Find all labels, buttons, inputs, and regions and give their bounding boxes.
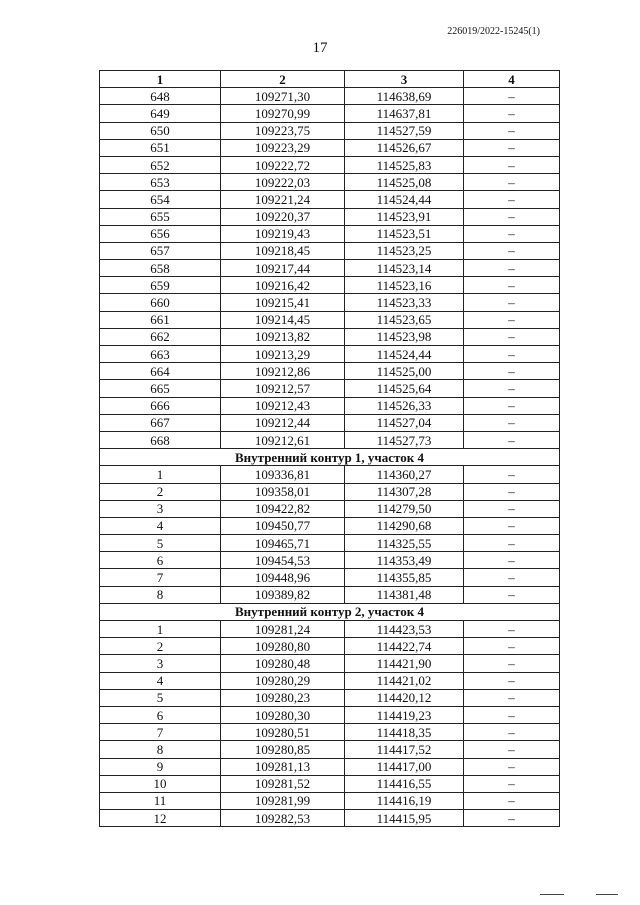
x-coordinate: 109280,85 (221, 741, 345, 758)
x-coordinate: 109270,99 (221, 105, 345, 122)
accuracy-value: – (464, 174, 560, 191)
x-coordinate: 109214,45 (221, 311, 345, 328)
table-row (100, 758, 560, 775)
table-row (100, 775, 560, 792)
point-number: 5 (100, 689, 221, 706)
point-number: 6 (100, 706, 221, 723)
x-coordinate: 109280,51 (221, 724, 345, 741)
x-coordinate: 109212,43 (221, 397, 345, 414)
x-coordinate: 109271,30 (221, 88, 345, 105)
x-coordinate: 109223,75 (221, 122, 345, 139)
point-number: 667 (100, 414, 221, 431)
point-number: 657 (100, 242, 221, 259)
point-number: 1 (100, 621, 221, 638)
accuracy-value: – (464, 810, 560, 827)
table-row (100, 552, 560, 569)
accuracy-value: – (464, 260, 560, 277)
section-row (100, 449, 560, 466)
x-coordinate: 109358,01 (221, 483, 345, 500)
y-coordinate: 114415,95 (345, 810, 464, 827)
y-coordinate: 114526,33 (345, 397, 464, 414)
point-number: 660 (100, 294, 221, 311)
y-coordinate: 114422,74 (345, 638, 464, 655)
accuracy-value: – (464, 741, 560, 758)
table-row (100, 431, 560, 448)
accuracy-value: – (464, 208, 560, 225)
y-coordinate: 114525,83 (345, 156, 464, 173)
accuracy-value: – (464, 156, 560, 173)
accuracy-value: – (464, 346, 560, 363)
accuracy-value: – (464, 105, 560, 122)
table-row (100, 810, 560, 827)
table-row (100, 483, 560, 500)
point-number: 653 (100, 174, 221, 191)
accuracy-value: – (464, 328, 560, 345)
x-coordinate: 109450,77 (221, 517, 345, 534)
y-coordinate: 114638,69 (345, 88, 464, 105)
accuracy-value: – (464, 483, 560, 500)
point-number: 1 (100, 466, 221, 483)
point-number: 655 (100, 208, 221, 225)
table-row (100, 517, 560, 534)
accuracy-value: – (464, 363, 560, 380)
point-number: 4 (100, 517, 221, 534)
accuracy-value: – (464, 672, 560, 689)
table-row (100, 380, 560, 397)
x-coordinate: 109280,29 (221, 672, 345, 689)
x-coordinate: 109454,53 (221, 552, 345, 569)
y-coordinate: 114353,49 (345, 552, 464, 569)
accuracy-value: – (464, 242, 560, 259)
x-coordinate: 109281,99 (221, 792, 345, 809)
y-coordinate: 114524,44 (345, 346, 464, 363)
y-coordinate: 114523,33 (345, 294, 464, 311)
y-coordinate: 114421,02 (345, 672, 464, 689)
point-number: 3 (100, 655, 221, 672)
accuracy-value: – (464, 311, 560, 328)
table-row (100, 466, 560, 483)
x-coordinate: 109281,52 (221, 775, 345, 792)
y-coordinate: 114523,98 (345, 328, 464, 345)
section-title: Внутренний контур 1, участок 4 (100, 449, 560, 466)
y-coordinate: 114416,19 (345, 792, 464, 809)
table-row (100, 242, 560, 259)
table-row (100, 672, 560, 689)
table-row (100, 294, 560, 311)
y-coordinate: 114279,50 (345, 500, 464, 517)
point-number: 6 (100, 552, 221, 569)
accuracy-value: – (464, 191, 560, 208)
y-coordinate: 114637,81 (345, 105, 464, 122)
page-number: 17 (312, 40, 328, 56)
table-row (100, 105, 560, 122)
point-number: 662 (100, 328, 221, 345)
table-row (100, 792, 560, 809)
table-row (100, 191, 560, 208)
point-number: 7 (100, 569, 221, 586)
point-number: 12 (100, 810, 221, 827)
column-header: 4 (464, 71, 560, 88)
x-coordinate: 109281,13 (221, 758, 345, 775)
accuracy-value: – (464, 380, 560, 397)
x-coordinate: 109223,29 (221, 139, 345, 156)
accuracy-value: – (464, 569, 560, 586)
point-number: 5 (100, 535, 221, 552)
table-row (100, 311, 560, 328)
table-row (100, 655, 560, 672)
table-row (100, 621, 560, 638)
point-number: 4 (100, 672, 221, 689)
table-row (100, 741, 560, 758)
table-row (100, 277, 560, 294)
document-id: 226019/2022-15245(1) (447, 26, 540, 37)
point-number: 7 (100, 724, 221, 741)
x-coordinate: 109222,03 (221, 174, 345, 191)
accuracy-value: – (464, 277, 560, 294)
table-row (100, 122, 560, 139)
table-row (100, 706, 560, 723)
table-row (100, 88, 560, 105)
point-number: 8 (100, 586, 221, 603)
accuracy-value: – (464, 758, 560, 775)
table-row (100, 500, 560, 517)
y-coordinate: 114524,44 (345, 191, 464, 208)
accuracy-value: – (464, 88, 560, 105)
point-number: 666 (100, 397, 221, 414)
y-coordinate: 114523,14 (345, 260, 464, 277)
accuracy-value: – (464, 655, 560, 672)
point-number: 658 (100, 260, 221, 277)
point-number: 8 (100, 741, 221, 758)
table-row (100, 535, 560, 552)
column-header: 2 (221, 71, 345, 88)
table-row (100, 139, 560, 156)
y-coordinate: 114417,00 (345, 758, 464, 775)
x-coordinate: 109389,82 (221, 586, 345, 603)
y-coordinate: 114423,53 (345, 621, 464, 638)
page-footer-mark (596, 894, 618, 895)
y-coordinate: 114381,48 (345, 586, 464, 603)
y-coordinate: 114526,67 (345, 139, 464, 156)
table-row (100, 174, 560, 191)
accuracy-value: – (464, 552, 560, 569)
y-coordinate: 114523,25 (345, 242, 464, 259)
accuracy-value: – (464, 706, 560, 723)
y-coordinate: 114525,00 (345, 363, 464, 380)
x-coordinate: 109217,44 (221, 260, 345, 277)
y-coordinate: 114416,55 (345, 775, 464, 792)
y-coordinate: 114419,23 (345, 706, 464, 723)
x-coordinate: 109216,42 (221, 277, 345, 294)
x-coordinate: 109218,45 (221, 242, 345, 259)
x-coordinate: 109212,86 (221, 363, 345, 380)
point-number: 2 (100, 638, 221, 655)
x-coordinate: 109280,30 (221, 706, 345, 723)
y-coordinate: 114360,27 (345, 466, 464, 483)
x-coordinate: 109281,24 (221, 621, 345, 638)
y-coordinate: 114523,65 (345, 311, 464, 328)
accuracy-value: – (464, 122, 560, 139)
table-row (100, 208, 560, 225)
x-coordinate: 109212,44 (221, 414, 345, 431)
point-number: 663 (100, 346, 221, 363)
table-row (100, 724, 560, 741)
accuracy-value: – (464, 792, 560, 809)
accuracy-value: – (464, 517, 560, 534)
point-number: 668 (100, 431, 221, 448)
x-coordinate: 109422,82 (221, 500, 345, 517)
table-row (100, 414, 560, 431)
accuracy-value: – (464, 535, 560, 552)
y-coordinate: 114307,28 (345, 483, 464, 500)
y-coordinate: 114523,91 (345, 208, 464, 225)
y-coordinate: 114417,52 (345, 741, 464, 758)
accuracy-value: – (464, 689, 560, 706)
table-row (100, 569, 560, 586)
point-number: 650 (100, 122, 221, 139)
point-number: 652 (100, 156, 221, 173)
y-coordinate: 114527,59 (345, 122, 464, 139)
table-row (100, 156, 560, 173)
y-coordinate: 114527,04 (345, 414, 464, 431)
x-coordinate: 109280,48 (221, 655, 345, 672)
table-header-row (100, 71, 560, 88)
table-row (100, 346, 560, 363)
accuracy-value: – (464, 621, 560, 638)
point-number: 659 (100, 277, 221, 294)
accuracy-value: – (464, 139, 560, 156)
point-number: 2 (100, 483, 221, 500)
page-footer-mark (540, 894, 564, 895)
accuracy-value: – (464, 414, 560, 431)
x-coordinate: 109336,81 (221, 466, 345, 483)
accuracy-value: – (464, 294, 560, 311)
point-number: 656 (100, 225, 221, 242)
x-coordinate: 109220,37 (221, 208, 345, 225)
x-coordinate: 109448,96 (221, 569, 345, 586)
y-coordinate: 114421,90 (345, 655, 464, 672)
x-coordinate: 109212,57 (221, 380, 345, 397)
y-coordinate: 114420,12 (345, 689, 464, 706)
x-coordinate: 109212,61 (221, 431, 345, 448)
accuracy-value: – (464, 225, 560, 242)
accuracy-value: – (464, 397, 560, 414)
column-header: 1 (100, 71, 221, 88)
point-number: 651 (100, 139, 221, 156)
point-number: 649 (100, 105, 221, 122)
y-coordinate: 114523,51 (345, 225, 464, 242)
x-coordinate: 109215,41 (221, 294, 345, 311)
point-number: 661 (100, 311, 221, 328)
x-coordinate: 109219,43 (221, 225, 345, 242)
point-number: 11 (100, 792, 221, 809)
point-number: 664 (100, 363, 221, 380)
table-row (100, 260, 560, 277)
accuracy-value: – (464, 724, 560, 741)
point-number: 648 (100, 88, 221, 105)
x-coordinate: 109280,23 (221, 689, 345, 706)
accuracy-value: – (464, 775, 560, 792)
x-coordinate: 109221,24 (221, 191, 345, 208)
table-row (100, 689, 560, 706)
accuracy-value: – (464, 586, 560, 603)
column-header: 3 (345, 71, 464, 88)
x-coordinate: 109213,82 (221, 328, 345, 345)
coordinates-table (99, 70, 560, 827)
point-number: 654 (100, 191, 221, 208)
y-coordinate: 114525,08 (345, 174, 464, 191)
table-row (100, 586, 560, 603)
accuracy-value: – (464, 466, 560, 483)
point-number: 10 (100, 775, 221, 792)
y-coordinate: 114418,35 (345, 724, 464, 741)
y-coordinate: 114523,16 (345, 277, 464, 294)
table-row (100, 363, 560, 380)
table-row (100, 638, 560, 655)
x-coordinate: 109222,72 (221, 156, 345, 173)
y-coordinate: 114355,85 (345, 569, 464, 586)
section-row (100, 603, 560, 620)
point-number: 9 (100, 758, 221, 775)
y-coordinate: 114325,55 (345, 535, 464, 552)
y-coordinate: 114290,68 (345, 517, 464, 534)
accuracy-value: – (464, 500, 560, 517)
table-row (100, 225, 560, 242)
y-coordinate: 114527,73 (345, 431, 464, 448)
table-row (100, 328, 560, 345)
table-row (100, 397, 560, 414)
table-body (100, 88, 560, 827)
point-number: 3 (100, 500, 221, 517)
x-coordinate: 109280,80 (221, 638, 345, 655)
x-coordinate: 109465,71 (221, 535, 345, 552)
x-coordinate: 109282,53 (221, 810, 345, 827)
section-title: Внутренний контур 2, участок 4 (100, 603, 560, 620)
x-coordinate: 109213,29 (221, 346, 345, 363)
accuracy-value: – (464, 638, 560, 655)
point-number: 665 (100, 380, 221, 397)
accuracy-value: – (464, 431, 560, 448)
y-coordinate: 114525,64 (345, 380, 464, 397)
